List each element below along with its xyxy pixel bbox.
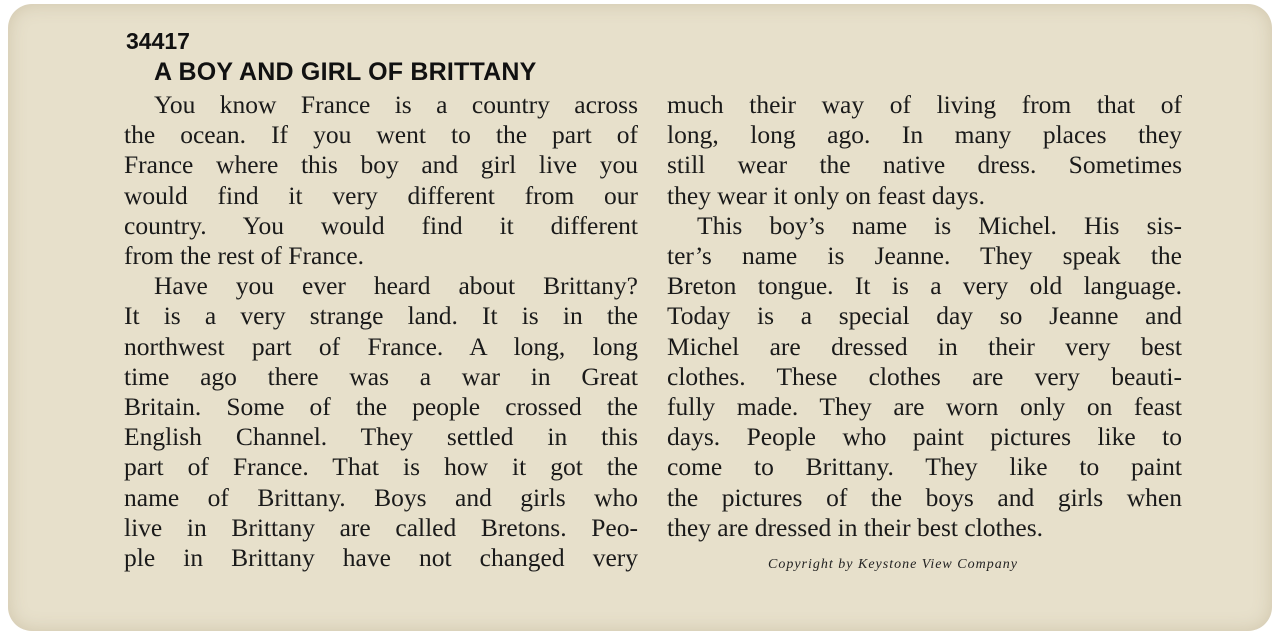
text-line: name of Brittany. Boys and girls who	[124, 482, 638, 512]
stereoview-card-back	[8, 4, 1272, 631]
text-line: much their way of living from that of	[667, 90, 1182, 119]
text-line: It is a very strange land. It is in the	[124, 301, 638, 331]
text-line: they are dressed in their best clothes.	[667, 512, 1044, 542]
text-line: clothes. These clothes are very beauti-	[667, 361, 1182, 391]
text-line: France where this boy and girl live you	[124, 150, 638, 180]
text-line: fully made. They are worn only on feast	[667, 392, 1182, 422]
text-line: This boy’s name is Michel. His sis-	[697, 210, 1182, 240]
text-line: English Channel. They settled in this	[124, 422, 638, 452]
text-line: the pictures of the boys and girls when	[667, 482, 1182, 512]
text-line: would find it very different from our	[124, 180, 638, 210]
text-line: ple in Brittany have not changed very	[124, 543, 638, 573]
card-title: A BOY AND GIRL OF BRITTANY	[154, 58, 537, 86]
text-line: days. People who paint pictures like to	[667, 422, 1182, 452]
text-line: Britain. Some of the people crossed the	[124, 392, 638, 422]
copyright-notice: Copyright by Keystone View Company	[768, 557, 1018, 572]
text-line: Have you ever heard about Brittany?	[154, 271, 638, 301]
text-line: part of France. That is how it got the	[124, 452, 638, 482]
text-line: northwest part of France. A long, long	[124, 331, 638, 361]
text-line: Today is a special day so Jeanne and	[667, 301, 1182, 331]
text-line: they wear it only on feast days.	[667, 180, 985, 210]
text-line: still wear the native dress. Sometimes	[667, 150, 1182, 180]
text-line: time ago there was a war in Great	[124, 361, 638, 391]
text-line: from the rest of France.	[124, 241, 365, 271]
text-line: live in Brittany are called Bretons. Peo-	[124, 512, 638, 542]
card-number: 34417	[126, 28, 190, 54]
text-line: Breton tongue. It is a very old language.	[667, 271, 1182, 301]
text-line: long, long ago. In many places they	[667, 120, 1182, 150]
text-line: come to Brittany. They like to paint	[667, 452, 1182, 482]
text-line: country. You would find it different	[124, 210, 638, 240]
left-text-column	[124, 90, 638, 573]
text-line: You know France is a country across	[154, 90, 638, 119]
text-line: the ocean. If you went to the part of	[124, 120, 638, 150]
text-line: ter’s name is Jeanne. They speak the	[667, 241, 1182, 271]
right-text-column	[667, 90, 1182, 543]
text-line: Michel are dressed in their very best	[667, 331, 1182, 361]
